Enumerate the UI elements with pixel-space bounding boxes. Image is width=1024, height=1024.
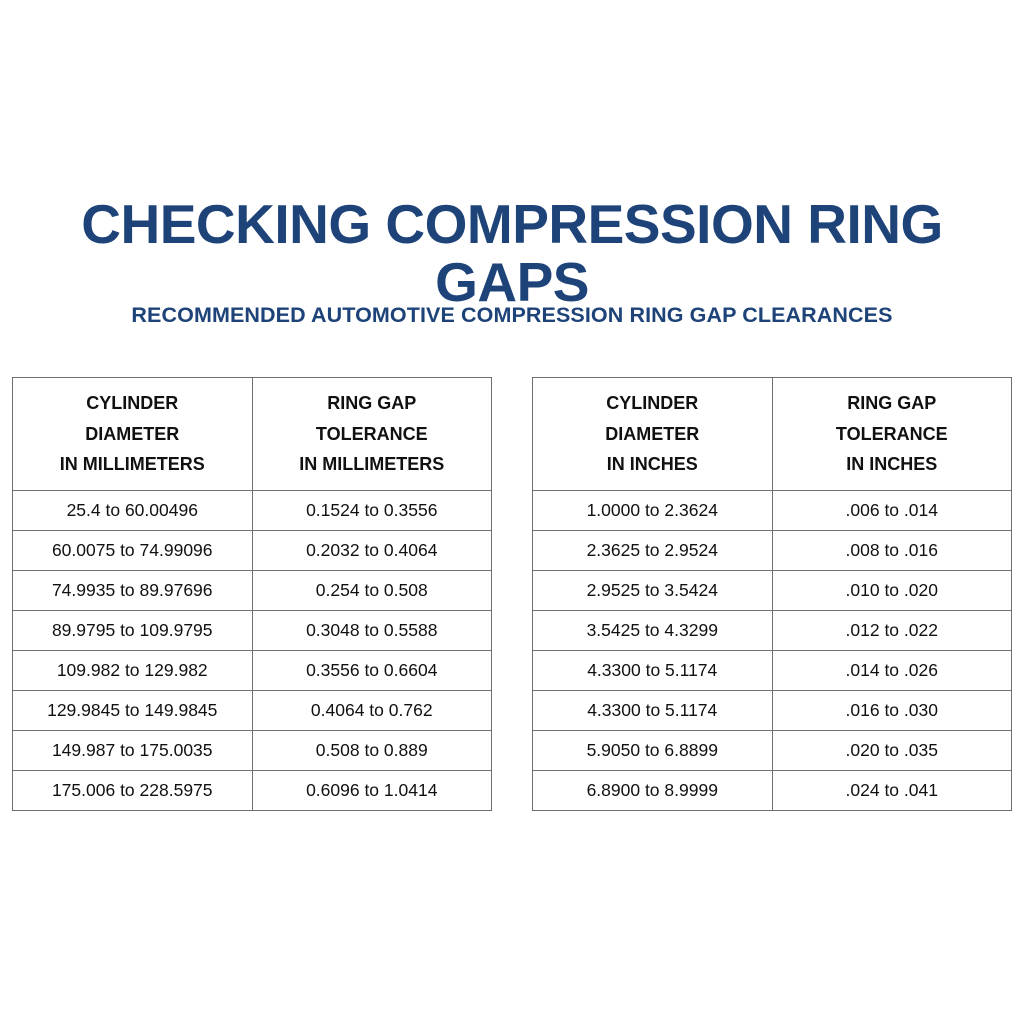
cell-gap: .020 to .035 [772,731,1012,771]
metric-diameter-header-line1: CYLINDER [86,393,179,414]
cell-gap: .006 to .014 [772,491,1012,531]
table-header-row [13,378,492,491]
imperial-table-head [533,378,1012,491]
table-row [533,731,1012,771]
cell-gap: 0.1524 to 0.3556 [252,491,492,531]
cell-diameter: 2.3625 to 2.9524 [533,531,773,571]
cell-diameter: 129.9845 to 149.9845 [13,691,253,731]
cell-gap: 0.4064 to 0.762 [252,691,492,731]
imperial-diameter-header-line2: DIAMETER [605,423,700,444]
cell-diameter: 175.006 to 228.5975 [13,771,253,811]
table-row [13,571,492,611]
cell-diameter: 109.982 to 129.982 [13,651,253,691]
cell-diameter: 25.4 to 60.00496 [13,491,253,531]
cell-diameter: 1.0000 to 2.3624 [533,491,773,531]
metric-ring-gap-table [12,377,492,811]
table-row [13,531,492,571]
table-row [533,771,1012,811]
cell-gap: 0.3556 to 0.6604 [252,651,492,691]
imperial-gap-header-line1: RING GAP [847,393,937,414]
imperial-ring-gap-table [532,377,1012,811]
tables-container [0,377,1024,811]
table-row [13,491,492,531]
table-row [533,531,1012,571]
cell-gap: 0.2032 to 0.4064 [252,531,492,571]
cell-gap: .014 to .026 [772,651,1012,691]
table-row [533,611,1012,651]
cell-diameter: 6.8900 to 8.9999 [533,771,773,811]
cell-gap: 0.6096 to 1.0414 [252,771,492,811]
table-row [13,611,492,651]
page-subtitle: RECOMMENDED AUTOMOTIVE COMPRESSION RING GAP CLEARANCES [131,303,893,327]
cell-gap: 0.254 to 0.508 [252,571,492,611]
imperial-gap-header [772,378,1012,491]
imperial-gap-header-line2: TOLERANCE [835,423,948,444]
cell-gap: 0.508 to 0.889 [252,731,492,771]
metric-diameter-header [13,378,253,491]
metric-diameter-header-line3: IN MILLIMETERS [59,454,205,475]
imperial-table-body [533,491,1012,811]
imperial-diameter-header-line1: CYLINDER [606,393,699,414]
table-header-row [533,378,1012,491]
cell-gap: .012 to .022 [772,611,1012,651]
cell-diameter: 2.9525 to 3.5424 [533,571,773,611]
cell-diameter: 3.5425 to 4.3299 [533,611,773,651]
cell-diameter: 5.9050 to 6.8899 [533,731,773,771]
table-row [13,651,492,691]
imperial-diameter-header-line3: IN INCHES [606,454,698,475]
cell-gap: .008 to .016 [772,531,1012,571]
metric-diameter-header-line2: DIAMETER [85,423,180,444]
table-row [13,731,492,771]
cell-diameter: 4.3300 to 5.1174 [533,691,773,731]
cell-diameter: 89.9795 to 109.9795 [13,611,253,651]
metric-table-body [13,491,492,811]
page-title: CHECKING COMPRESSION RING GAPS [81,193,943,313]
table-row [533,651,1012,691]
cell-gap: .016 to .030 [772,691,1012,731]
cell-gap: 0.3048 to 0.5588 [252,611,492,651]
imperial-diameter-header [533,378,773,491]
imperial-gap-header-line3: IN INCHES [846,454,938,475]
cell-gap: .010 to .020 [772,571,1012,611]
metric-gap-header-line3: IN MILLIMETERS [299,454,445,475]
table-row [533,571,1012,611]
cell-diameter: 74.9935 to 89.97696 [13,571,253,611]
metric-table-head [13,378,492,491]
cell-diameter: 4.3300 to 5.1174 [533,651,773,691]
cell-gap: .024 to .041 [772,771,1012,811]
metric-gap-header-line1: RING GAP [327,393,417,414]
table-row [533,691,1012,731]
metric-gap-header-line2: TOLERANCE [315,423,428,444]
metric-gap-header [252,378,492,491]
table-row [533,491,1012,531]
cell-diameter: 60.0075 to 74.99096 [13,531,253,571]
cell-diameter: 149.987 to 175.0035 [13,731,253,771]
table-row [13,771,492,811]
table-row [13,691,492,731]
